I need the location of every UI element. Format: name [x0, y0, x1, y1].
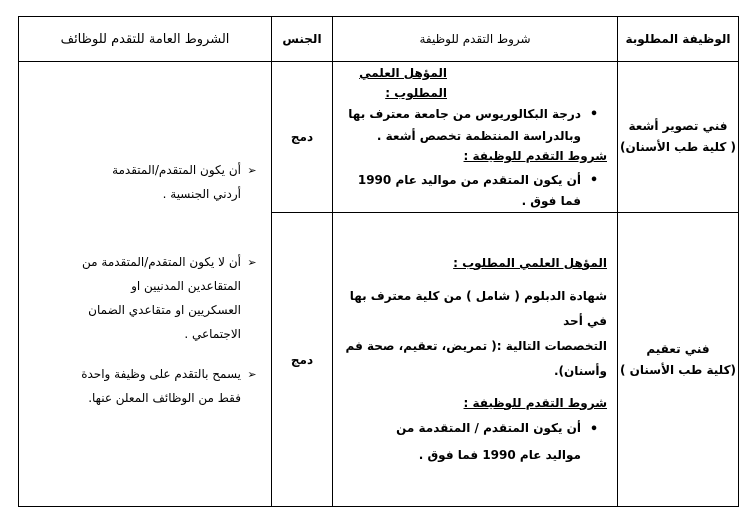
- bullet-dot-icon: •: [589, 106, 599, 122]
- job-cell: [618, 213, 739, 507]
- jobs-table: [18, 16, 739, 507]
- qualification-heading: المؤهل العلمي المطلوب :: [453, 255, 607, 270]
- conditions-cell: [333, 62, 618, 213]
- job-cell: [618, 62, 739, 213]
- job-faculty: ( كلية طب الأسنان): [619, 140, 737, 154]
- arrow-bullet-icon: ➢: [247, 164, 257, 177]
- list-item: [341, 104, 607, 126]
- header-conditions: شروط التقدم للوظيفة: [333, 17, 618, 62]
- conditions-text: أن يكون المتقدم / المتقدمة من: [396, 420, 581, 435]
- arrow-bullet-icon: ➢: [247, 368, 257, 381]
- conditions-heading: شروط التقدم للوظيفة :: [463, 149, 607, 164]
- list-item: [341, 170, 607, 211]
- general-item: ➢ يسمح بالتقدم على وظيفة واحدة فقط من الوظائف المعلن عنها.: [27, 362, 263, 410]
- job-faculty: (كلية طب الأسنان ): [619, 362, 737, 377]
- header-row: [19, 17, 739, 62]
- bullet-dot-icon: •: [589, 173, 599, 189]
- qualification-text: شهادة الدبلوم ( شامل ) من كلية معترف بها في أحد: [349, 288, 607, 329]
- list-item: [341, 416, 607, 443]
- qualification-text: درجة البكالوريوس من جامعة معترف بها: [348, 106, 581, 121]
- header-gender: الجنس: [272, 17, 333, 62]
- table-row: [19, 62, 739, 213]
- conditions-heading: شروط التقدم للوظيفة :: [463, 395, 607, 410]
- qualification-text-cont: وبالدراسة المنتظمة تخصص أشعة .: [376, 128, 581, 143]
- qualification-text-cont: التخصصات التالية :( تمريض، تعقيم، صحة فم وأسنان).: [345, 339, 607, 379]
- header-general: الشروط العامة للتقدم للوظائف: [19, 17, 272, 62]
- general-conditions-cell: [19, 62, 272, 507]
- bullet-dot-icon: •: [589, 421, 599, 437]
- conditions-text: أن يكون المتقدم من مواليد عام 1990 فما فوق .: [357, 173, 581, 208]
- arrow-bullet-icon: ➢: [247, 256, 257, 269]
- header-job: الوظيفة المطلوبة: [618, 17, 739, 62]
- qualification-heading: المؤهل العلمي المطلوب :: [359, 65, 447, 101]
- job-title: فني تعقيم: [646, 341, 710, 356]
- conditions-text-cont: مواليد عام 1990 فما فوق .: [418, 448, 581, 463]
- general-item: ➢ أن يكون المتقدم/المتقدمة أردني الجنسية .: [27, 158, 263, 206]
- general-item: ➢ أن لا يكون المتقدم/المتقدمة من المتقاعدين المدنيين او العسكريين او متقاعدي الضمان الاجتماعي .: [27, 250, 263, 346]
- job-title: فني تصوير أشعة: [628, 119, 728, 133]
- gender-cell: دمج: [272, 62, 333, 213]
- gender-cell: دمج: [272, 213, 333, 507]
- conditions-cell: [333, 213, 618, 507]
